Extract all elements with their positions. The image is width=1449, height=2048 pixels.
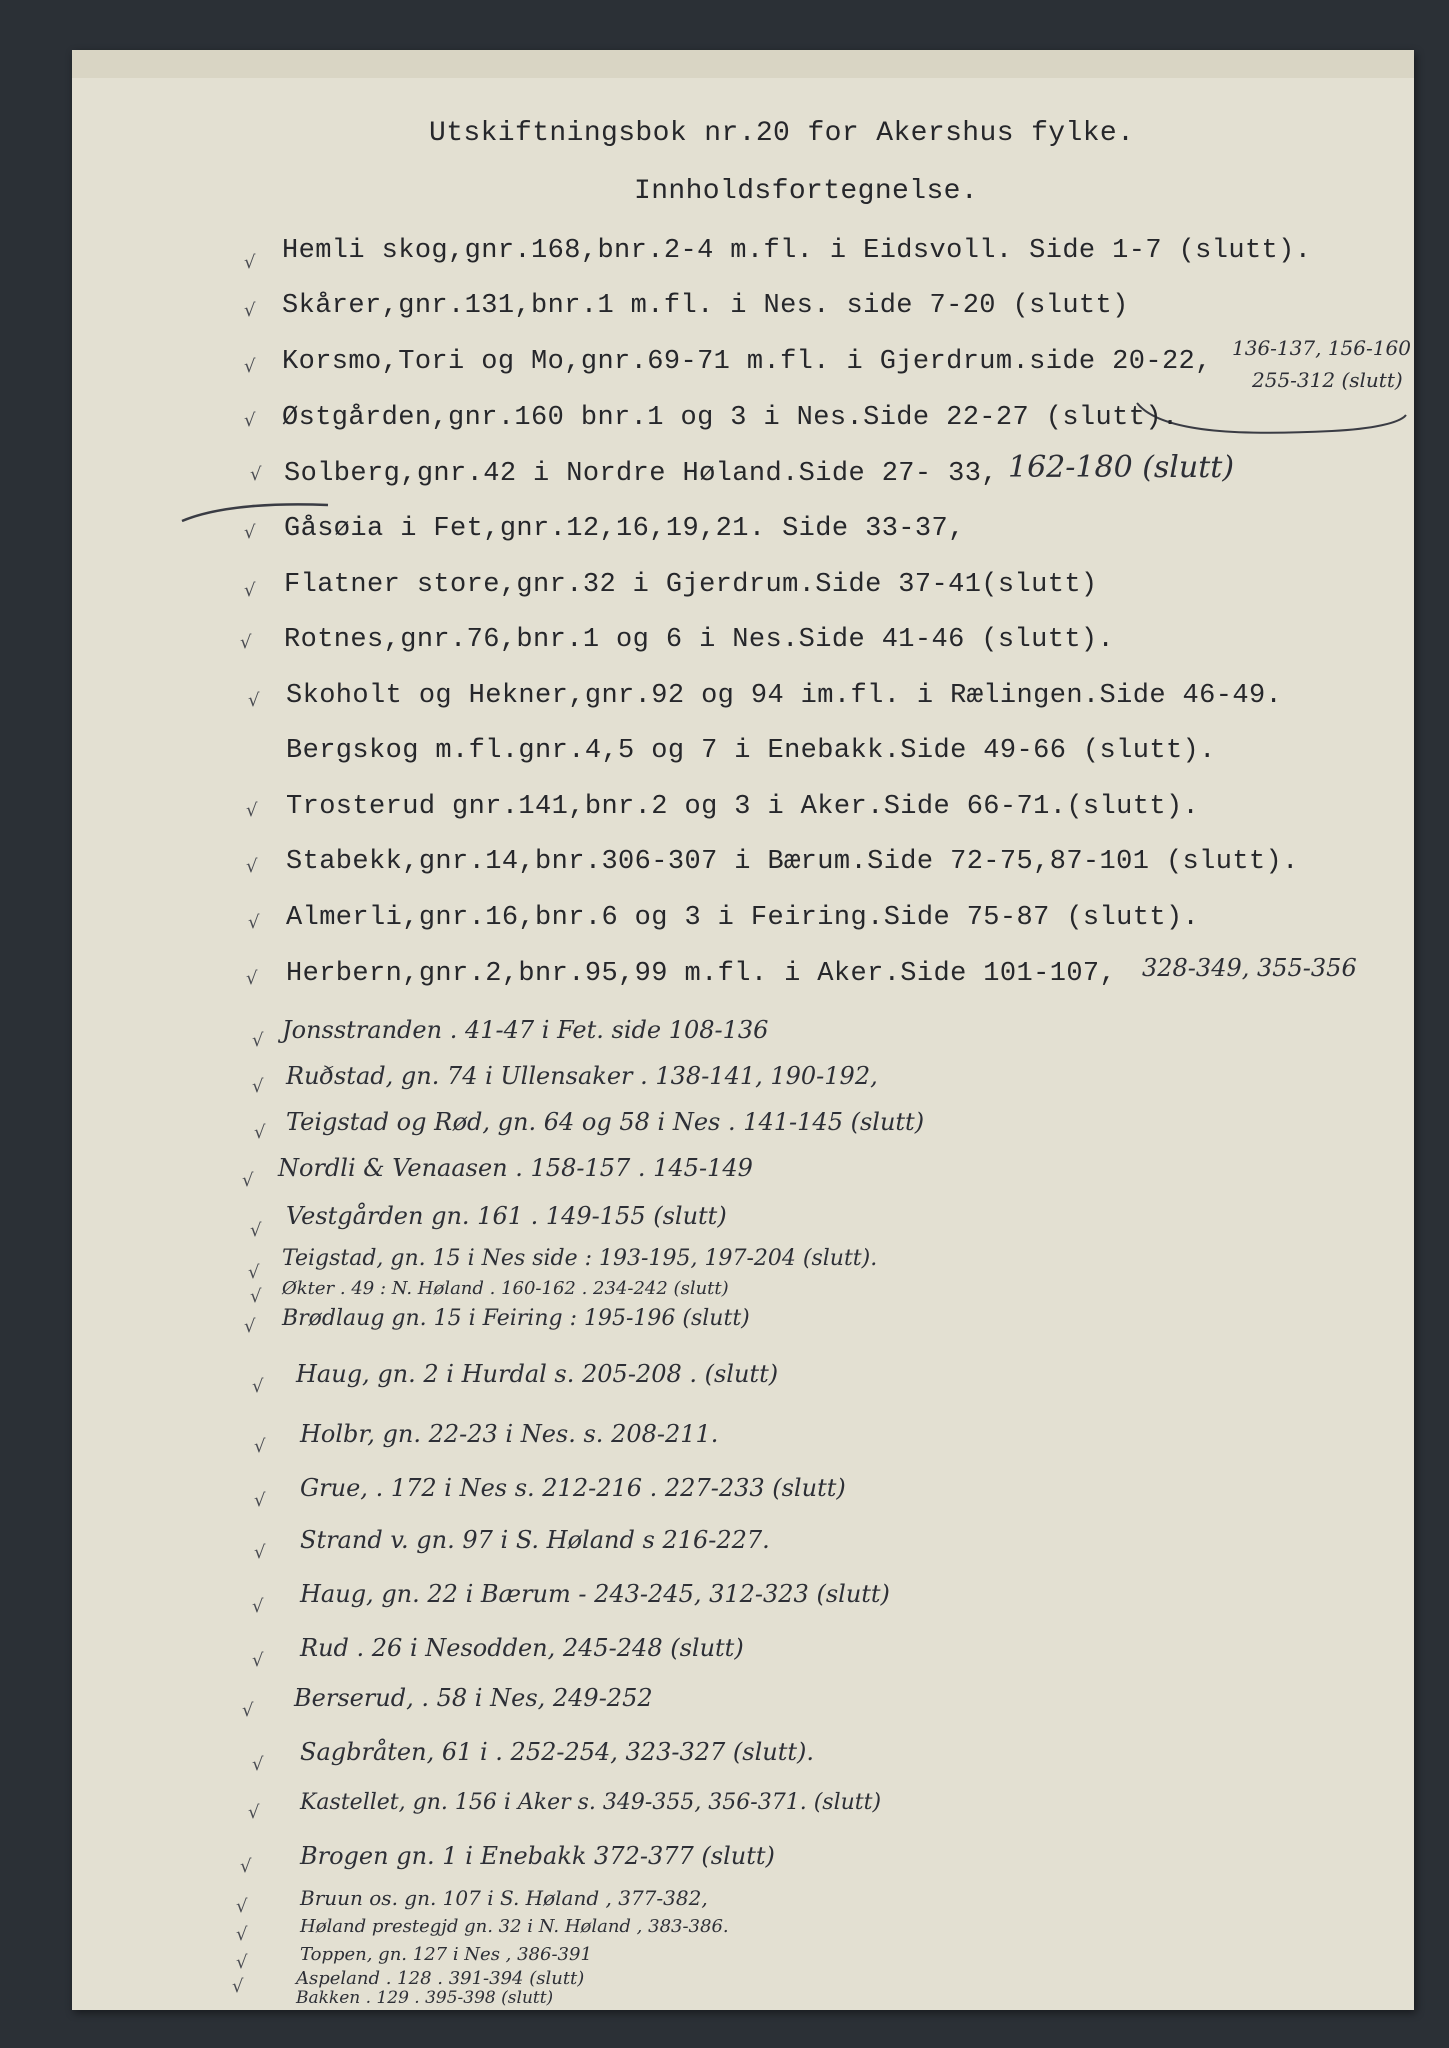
- check-mark: √: [236, 1896, 248, 1917]
- handwritten-addition: 136-137, 156-160: [1232, 336, 1411, 360]
- handwritten-entry: Haug, gn. 2 i Hurdal s. 205-208 . (slutt): [296, 1360, 779, 1388]
- handwritten-entry: Høland prestegjd gn. 32 i N. Høland , 383-386.: [300, 1916, 729, 1937]
- handwritten-entry: Rud . 26 i Nesodden, 245-248 (slutt): [300, 1634, 744, 1662]
- check-mark: √: [248, 690, 260, 711]
- check-mark: √: [246, 800, 258, 821]
- check-mark: √: [254, 1436, 266, 1457]
- check-mark: √: [254, 1542, 266, 1563]
- check-mark: √: [244, 356, 256, 377]
- handwritten-entry: Grue, . 172 i Nes s. 212-216 . 227-233 (slutt): [300, 1474, 846, 1502]
- handwritten-entry: Haug, gn. 22 i Bærum - 243-245, 312-323 (slutt): [300, 1580, 890, 1608]
- check-mark: √: [244, 410, 256, 431]
- handwritten-entry: Jonsstranden . 41-47 i Fet. side 108-136: [282, 1016, 769, 1044]
- handwritten-entry: Bruun os. gn. 107 i S. Høland , 377-382,: [300, 1886, 708, 1910]
- check-mark: √: [244, 522, 256, 543]
- handwritten-entry: Holbr, gn. 22-23 i Nes. s. 208-211.: [300, 1420, 719, 1448]
- check-mark: √: [254, 1490, 266, 1511]
- typed-entry: Skoholt og Hekner,gnr.92 og 94 im.fl. i Rælingen.Side 46-49.: [286, 681, 1283, 711]
- typed-entry: Rotnes,gnr.76,bnr.1 og 6 i Nes.Side 41-46 (slutt).: [284, 625, 1115, 655]
- typed-entry: Trosterud gnr.141,bnr.2 og 3 i Aker.Side 66-71.(slutt).: [286, 792, 1200, 822]
- typed-entry: Solberg,gnr.42 i Nordre Høland.Side 27- 33,: [284, 459, 998, 489]
- check-mark: √: [250, 1220, 262, 1241]
- handwritten-addition: 328-349, 355-356: [1142, 954, 1357, 982]
- document-subtitle: Innholdsfortegnelse.: [634, 176, 979, 207]
- handwritten-entry: Brogen gn. 1 i Enebakk 372-377 (slutt): [300, 1842, 775, 1870]
- check-mark: √: [244, 252, 256, 273]
- handwritten-entry: Økter . 49 : N. Høland . 160-162 . 234-242 (slutt): [282, 1278, 729, 1299]
- typed-entry: Østgården,gnr.160 bnr.1 og 3 i Nes.Side 22-27 (slutt).: [282, 403, 1179, 433]
- check-mark: √: [232, 1976, 244, 1997]
- check-mark: √: [248, 1262, 260, 1283]
- check-mark: √: [248, 1802, 260, 1823]
- check-mark: √: [244, 300, 256, 321]
- typed-entry: Herbern,gnr.2,bnr.95,99 m.fl. i Aker.Side 101-107,: [286, 959, 1117, 989]
- check-mark: √: [240, 632, 252, 653]
- check-mark: √: [252, 1754, 264, 1775]
- check-mark: √: [244, 1316, 256, 1337]
- handwritten-entry: Kastellet, gn. 156 i Aker s. 349-355, 356-371. (slutt): [300, 1790, 882, 1815]
- document-sheet: [72, 50, 1414, 2010]
- handwritten-entry: Aspeland . 128 . 391-394 (slutt): [296, 1968, 585, 1989]
- check-mark: √: [244, 580, 256, 601]
- typed-entry: Flatner store,gnr.32 i Gjerdrum.Side 37-41(slutt): [284, 570, 1098, 600]
- typed-entry: Stabekk,gnr.14,bnr.306-307 i Bærum.Side 72-75,87-101 (slutt).: [286, 847, 1299, 877]
- check-mark: √: [246, 968, 258, 989]
- document-title: Utskiftningsbok nr.20 for Akershus fylke.: [429, 118, 1135, 149]
- check-mark: √: [252, 1030, 264, 1051]
- check-mark: √: [250, 1286, 262, 1307]
- handwritten-entry: Teigstad, gn. 15 i Nes side : 193-195, 197-204 (slutt).: [282, 1246, 878, 1271]
- sheet-top-edge: [72, 50, 1414, 78]
- check-mark: √: [252, 1376, 264, 1397]
- handwritten-addition: 162-180 (slutt): [1008, 450, 1235, 485]
- typed-entry: Bergskog m.fl.gnr.4,5 og 7 i Enebakk.Side 49-66 (slutt).: [286, 736, 1216, 766]
- handwritten-entry: Vestgården gn. 161 . 149-155 (slutt): [286, 1202, 727, 1230]
- handwritten-entry: Bakken . 129 . 395-398 (slutt): [296, 1988, 554, 2008]
- check-mark: √: [236, 1952, 248, 1973]
- typed-entry: Korsmo,Tori og Mo,gnr.69-71 m.fl. i Gjerdrum.side 20-22,: [282, 347, 1212, 377]
- check-mark: √: [242, 1700, 254, 1721]
- handwritten-addition: 255-312 (slutt): [1252, 368, 1403, 392]
- handwritten-entry: Strand v. gn. 97 i S. Høland s 216-227.: [300, 1526, 770, 1554]
- check-mark: √: [246, 856, 258, 877]
- check-mark: √: [250, 464, 262, 485]
- check-mark: √: [248, 912, 260, 933]
- typed-entry: Hemli skog,gnr.168,bnr.2-4 m.fl. i Eidsvoll. Side 1-7 (slutt).: [282, 236, 1312, 266]
- typed-entry: Almerli,gnr.16,bnr.6 og 3 i Feiring.Side 75-87 (slutt).: [286, 903, 1200, 933]
- check-mark: √: [240, 1856, 252, 1877]
- check-mark: √: [252, 1596, 264, 1617]
- handwritten-entry: Toppen, gn. 127 i Nes , 386-391: [300, 1944, 592, 1965]
- handwritten-entry: Ruðstad, gn. 74 i Ullensaker . 138-141, 190-192,: [286, 1062, 878, 1090]
- handwritten-entry: Berserud, . 58 i Nes, 249-252: [294, 1684, 653, 1712]
- check-mark: √: [236, 1924, 248, 1945]
- handwritten-entry: Brødlaug gn. 15 i Feiring : 195-196 (slutt): [282, 1306, 750, 1331]
- typed-entry: Gåsøia i Fet,gnr.12,16,19,21. Side 33-37,: [284, 514, 965, 544]
- handwritten-entry: Sagbråten, 61 i . 252-254, 323-327 (slutt).: [300, 1738, 814, 1766]
- check-mark: √: [242, 1170, 254, 1191]
- typed-entry: Skårer,gnr.131,bnr.1 m.fl. i Nes. side 7-20 (slutt): [282, 291, 1129, 321]
- handwritten-entry: Nordli & Venaasen . 158-157 . 145-149: [278, 1154, 753, 1182]
- handwritten-entry: Teigstad og Rød, gn. 64 og 58 i Nes . 141-145 (slutt): [286, 1108, 925, 1136]
- check-mark: √: [252, 1650, 264, 1671]
- check-mark: √: [252, 1076, 264, 1097]
- check-mark: √: [254, 1122, 266, 1143]
